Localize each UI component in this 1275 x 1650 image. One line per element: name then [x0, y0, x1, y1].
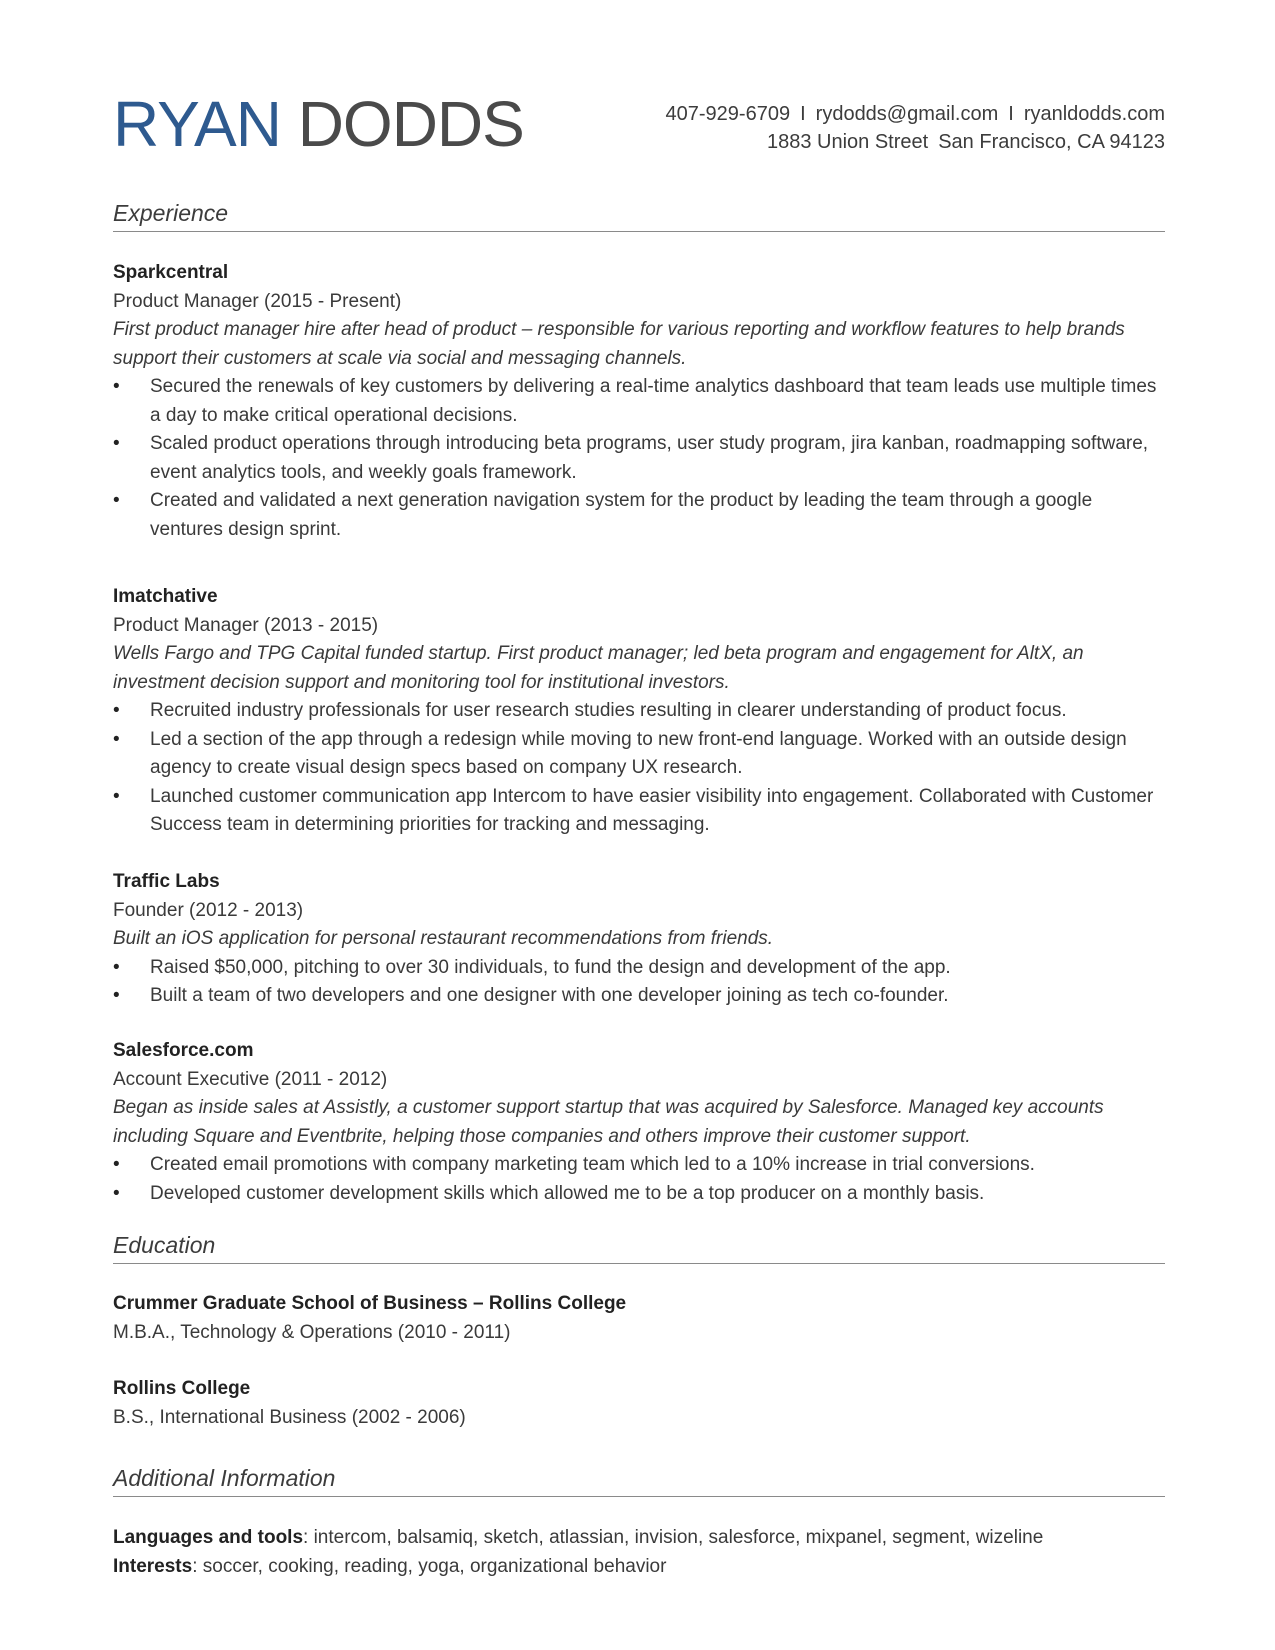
interests-value: : soccer, cooking, reading, yoga, organizational behavior — [192, 1555, 667, 1577]
job-bullet: • Raised $50,000, pitching to over 30 individuals, to fund the design and development of the app. — [113, 954, 1165, 983]
school-name: Rollins College — [113, 1378, 251, 1399]
phone-number: 407-929-6709 — [665, 103, 791, 125]
job-entry-sparkcentral — [113, 259, 1165, 544]
languages-and-tools — [113, 1524, 1165, 1553]
languages-value: : intercom, balsamiq, sketch, atlassian, invision, salesforce, mixpanel, segment, wizeline — [303, 1527, 1044, 1548]
job-role: Product Manager (2015 - Present) — [113, 290, 402, 312]
job-bullet: • Developed customer development skills which allowed me to be a top producer on a monthly basis. — [113, 1180, 1165, 1209]
contact-line-2 — [666, 128, 1165, 156]
company-name: Salesforce.com — [113, 1040, 254, 1061]
contact-line-1 — [666, 100, 1165, 128]
interests — [113, 1553, 1165, 1582]
school-name: Crummer Graduate School of Business – Rollins College — [113, 1293, 627, 1314]
job-description: Began as inside sales at Assistly, a customer support startup that was acquired by Salesforce. Managed key accounts including Square and Eventbrite, helping those companies and others improve their customer support. — [113, 1097, 1104, 1147]
job-bullets — [113, 954, 1165, 1011]
additional-info-heading: Additional Information — [113, 1463, 1165, 1497]
additional-info — [113, 1524, 1165, 1581]
job-bullet: • Created email promotions with company marketing team which led to a 10% increase in trial conversions. — [113, 1151, 1165, 1180]
city-address: San Francisco, CA 94123 — [938, 131, 1165, 153]
interests-label: Interests — [113, 1555, 193, 1577]
company-name: Imatchative — [113, 586, 218, 607]
job-bullet: • Built a team of two developers and one designer with one developer joining as tech co-founder. — [113, 982, 1165, 1011]
resume-header — [113, 84, 1165, 164]
street-address: 1883 Union Street — [766, 131, 929, 153]
education-entry — [113, 1375, 1165, 1432]
job-bullet: • Recruited industry professionals for user research studies resulting in clearer understanding of product focus. — [113, 697, 1165, 726]
job-bullet: • Created and validated a next generation navigation system for the product by leading the team through a google ventures design sprint. — [113, 487, 1165, 544]
job-entry-salesforce — [113, 1037, 1165, 1208]
company-name: Sparkcentral — [113, 262, 229, 283]
last-name: DODDS — [297, 88, 524, 160]
contact-separator: I — [800, 103, 806, 125]
job-description: Wells Fargo and TPG Capital funded startup. First product manager; led beta program and engagement for AltX, an investment decision support and monitoring tool for institutional investors. — [113, 643, 1084, 693]
education-heading: Education — [113, 1230, 1165, 1264]
experience-heading: Experience — [113, 198, 1165, 232]
job-entry-imatchative — [113, 583, 1165, 840]
job-entry-traffic-labs — [113, 868, 1165, 1011]
candidate-name — [113, 84, 524, 164]
company-name: Traffic Labs — [113, 871, 220, 892]
contact-separator: I — [1008, 103, 1014, 125]
website-link: ryanldodds.com — [1023, 103, 1165, 125]
degree: M.B.A., Technology & Operations (2010 - 2011) — [113, 1321, 511, 1343]
job-role: Account Executive (2011 - 2012) — [113, 1068, 388, 1090]
job-description: First product manager hire after head of product – responsible for various reporting and workflow features to help brands support their customers at scale via social and messaging channels. — [113, 319, 1125, 369]
job-bullet: • Secured the renewals of key customers by delivering a real-time analytics dashboard that team leads use multiple times a day to make critical operational decisions. — [113, 373, 1165, 430]
job-bullet: • Launched customer communication app Intercom to have easier visibility into engagement. Collaborated with Customer Success team in determining priorities for tracking and messaging. — [113, 783, 1165, 840]
languages-label: Languages and tools — [113, 1527, 304, 1548]
job-description: Built an iOS application for personal restaurant recommendations from friends. — [113, 928, 774, 949]
contact-info — [666, 100, 1165, 156]
job-bullet: • Scaled product operations through introducing beta programs, user study program, jira kanban, roadmapping software, event analytics tools, and weekly goals framework. — [113, 430, 1165, 487]
education-entry — [113, 1290, 1165, 1347]
job-bullets — [113, 697, 1165, 840]
first-name: RYAN — [113, 88, 281, 160]
email-address: rydodds@gmail.com — [815, 103, 999, 125]
degree: B.S., International Business (2002 - 2006) — [113, 1406, 466, 1428]
job-role: Product Manager (2013 - 2015) — [113, 614, 379, 636]
job-bullets — [113, 1151, 1165, 1208]
job-bullets — [113, 373, 1165, 544]
job-bullet: • Led a section of the app through a redesign while moving to new front-end language. Worked with an outside design agency to create visual design specs based on company UX research. — [113, 726, 1165, 783]
job-role: Founder (2012 - 2013) — [113, 899, 304, 921]
